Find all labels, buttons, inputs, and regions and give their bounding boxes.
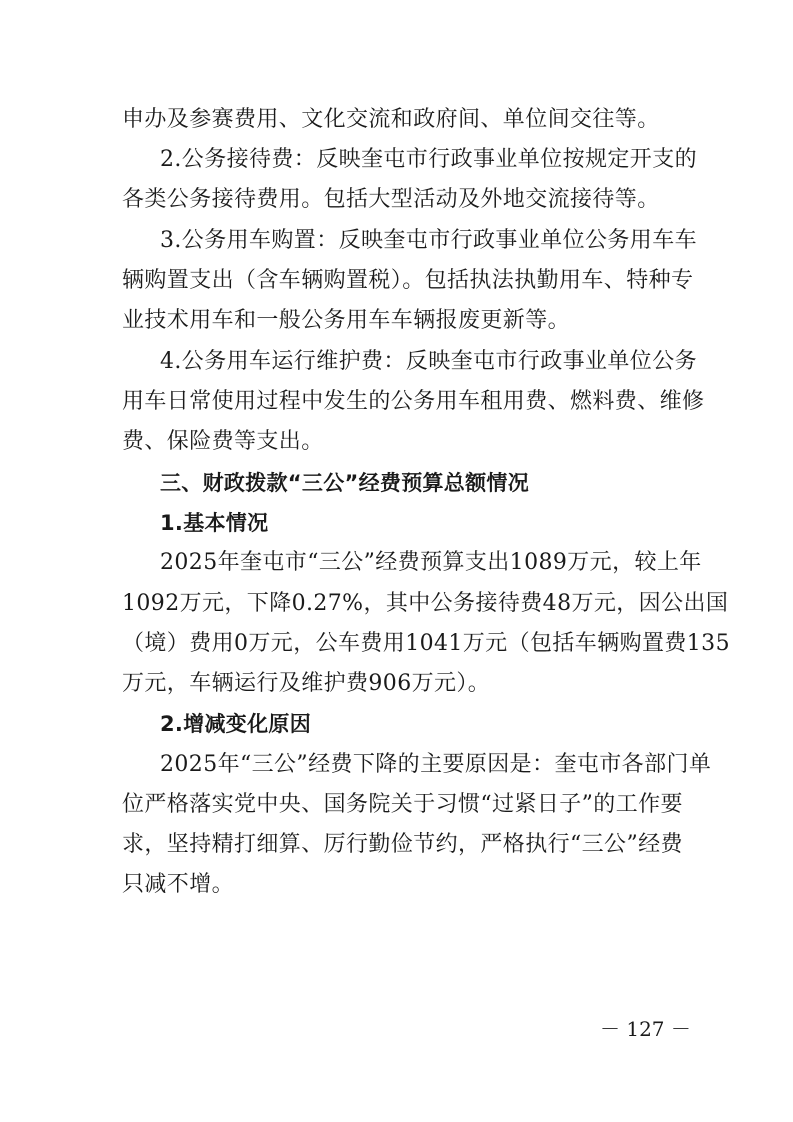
paragraph-line: 用车日常使用过程中发生的公务用车租用费、燃料费、维修: [122, 389, 705, 414]
paragraph-line: 业技术用车和一般公务用车车辆报废更新等。: [122, 308, 571, 333]
subsection-heading-basic: 1.基本情况: [160, 511, 269, 535]
paragraph-line: 只减不增。: [122, 872, 235, 897]
paragraph-line: 1092万元，下降0.27%，其中公务接待费48万元，因公出国: [122, 591, 729, 616]
paragraph-line: 费、保险费等支出。: [122, 429, 324, 454]
paragraph-line: 万元，车辆运行及维护费906万元）。: [122, 671, 491, 696]
page-number: － 127 －: [600, 1017, 691, 1041]
paragraph-line: 2025年“三公”经费下降的主要原因是：奎屯市各部门单: [160, 752, 712, 777]
paragraph-line: 4.公务用车运行维护费：反映奎屯市行政事业单位公务: [160, 349, 697, 374]
paragraph-line: 辆购置支出（含车辆购置税）。包括执法执勤用车、特种专: [122, 268, 694, 293]
section-heading: 三、财政拨款“三公”经费预算总额情况: [160, 471, 530, 495]
paragraph-line: （境）费用0万元，公车费用1041万元（包括车辆购置费135: [122, 631, 730, 656]
paragraph-line: 求，坚持精打细算、厉行勤俭节约，严格执行“三公”经费: [122, 832, 683, 857]
paragraph-line: 位严格落实党中央、国务院关于习惯“过紧日子”的工作要: [122, 792, 683, 817]
subsection-heading-reason: 2.增减变化原因: [160, 712, 311, 736]
paragraph-line: 3.公务用车购置：反映奎屯市行政事业单位公务用车车: [160, 228, 697, 253]
paragraph-line: 2.公务接待费：反映奎屯市行政事业单位按规定开支的: [160, 147, 697, 172]
paragraph-line: 申办及参赛费用、文化交流和政府间、单位间交往等。: [122, 107, 660, 132]
paragraph-line: 2025年奎屯市“三公”经费预算支出1089万元，较上年: [160, 550, 702, 575]
paragraph-line: 各类公务接待费用。包括大型活动及外地交流接待等。: [122, 187, 660, 212]
